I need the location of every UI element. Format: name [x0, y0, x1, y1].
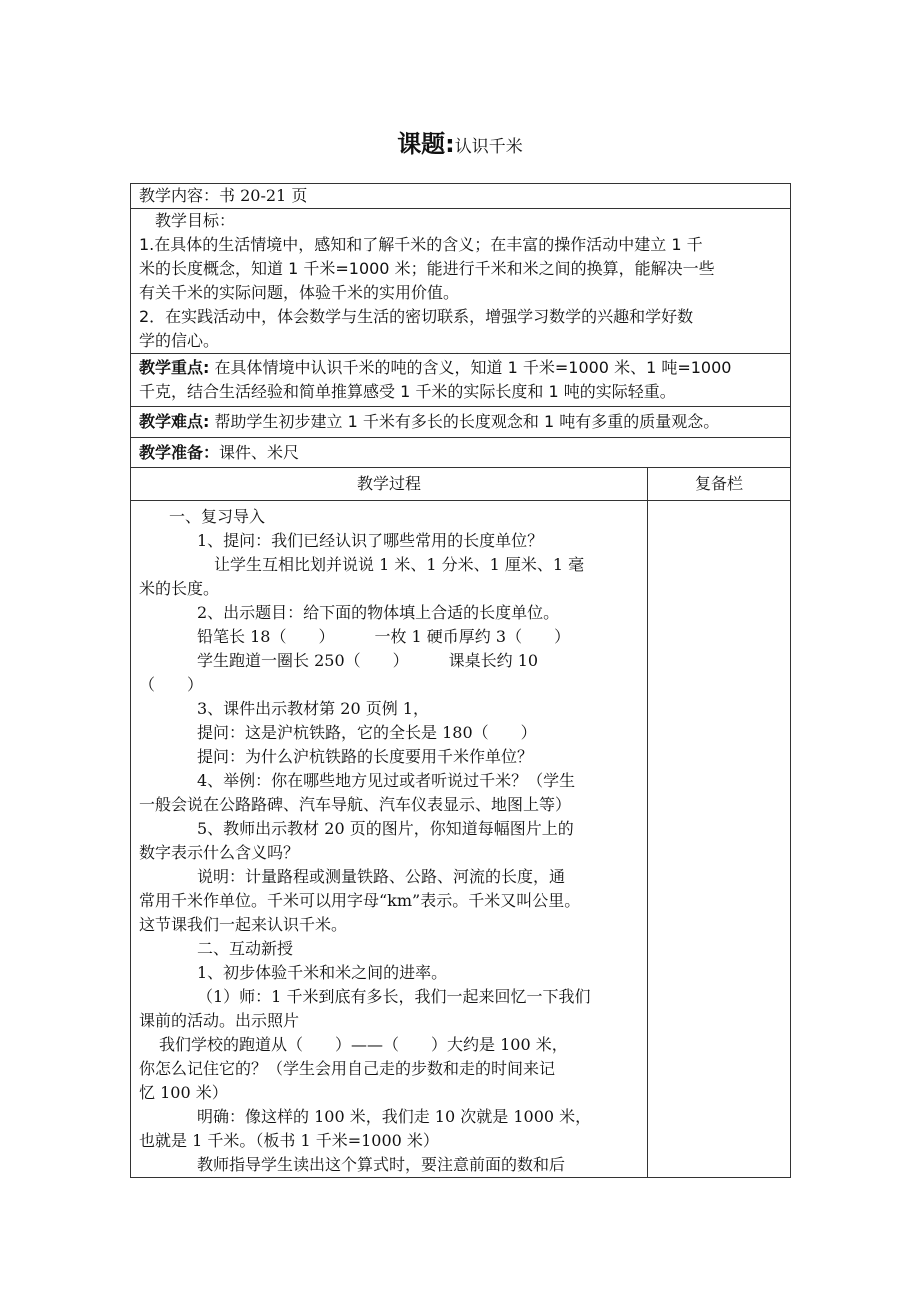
process-line: 米的长度。	[139, 579, 220, 598]
process-line: 4、举例：你在哪些地方见过或者听说过千米？（学生	[197, 771, 576, 790]
process-header: 教学过程	[131, 468, 648, 501]
process-line: 让学生互相比划并说说 1 米、1 分米、1 厘米、1 毫	[214, 555, 585, 574]
process-line: 忆 100 米）	[139, 1083, 228, 1102]
content-row	[131, 184, 791, 209]
title-label: 课题:	[397, 130, 455, 158]
process-line: 教师指导学生读出这个算式时，要注意前面的数和后	[197, 1155, 566, 1174]
process-line: 1、提问：我们已经认识了哪些常用的长度单位？	[197, 531, 544, 550]
goal-line: 米的长度概念，知道 1 千米=1000 米；能进行千米和米之间的换算，能解决一些	[139, 259, 715, 278]
process-line: （1）师：1 千米到底有多长，我们一起来回忆一下我们	[197, 987, 591, 1006]
prep-row	[131, 438, 791, 468]
process-line: 常用千米作单位。千米可以用字母“km”表示。千米又叫公里。	[139, 891, 581, 910]
process-line: 2、出示题目：给下面的物体填上合适的长度单位。	[197, 603, 560, 622]
title-topic: 认识千米	[454, 137, 523, 157]
process-line: 学生跑道一圈长 250（ ） 课桌长约 10	[197, 651, 539, 670]
goals-row	[131, 209, 791, 354]
page-title	[0, 124, 920, 159]
process-line: 这节课我们一起来认识千米。	[139, 915, 348, 934]
key-label: 教学重点:	[139, 358, 210, 377]
lesson-plan-table	[130, 183, 791, 1178]
goal-line: 学的信心。	[139, 331, 220, 350]
difficult-row	[131, 407, 791, 438]
key-line: 千克，结合生活经验和简单推算感受 1 千米的实际长度和 1 吨的实际轻重。	[139, 382, 676, 401]
process-line: 我们学校的跑道从（ ）——（ ）大约是 100 米，	[159, 1035, 568, 1054]
process-line: 明确：像这样的 100 米，我们走 10 次就是 1000 米，	[197, 1107, 592, 1126]
process-line: 1、初步体验千米和米之间的进率。	[197, 963, 448, 982]
process-line: 二、互动新授	[197, 939, 294, 958]
process-line: 数字表示什么含义吗？	[139, 843, 300, 862]
process-line: 也就是 1 千米。（板书 1 千米=1000 米）	[139, 1131, 439, 1150]
process-line: 课前的活动。出示照片	[139, 1011, 300, 1030]
process-line: 3、课件出示教材第 20 页例 1，	[197, 699, 429, 718]
goal-line: 2．在实践活动中，体会数学与生活的密切联系，增强学习数学的兴趣和学好数	[139, 307, 694, 326]
process-line: 提问：为什么沪杭铁路的长度要用千米作单位？	[197, 747, 534, 766]
content-label: 教学内容：	[139, 186, 220, 205]
process-line: （ ）	[139, 675, 204, 694]
process-line: 铅笔长 18（ ） 一枚 1 硬币厚约 3（ ）	[197, 627, 571, 646]
process-line: 说明：计量路程或测量铁路、公路、河流的长度，通	[197, 867, 566, 886]
goal-line: 有关千米的实际问题，体验千米的实用价值。	[139, 283, 460, 302]
process-line: 5、教师出示教材 20 页的图片，你知道每幅图片上的	[197, 819, 574, 838]
goal-line: 1.在具体的生活情境中，感知和了解千米的含义；在丰富的操作活动中建立 1 千	[139, 235, 703, 254]
notes-header: 复备栏	[648, 468, 791, 501]
process-line: 提问：这是沪杭铁路，它的全长是 180（ ）	[197, 723, 537, 742]
key-line: 在具体情境中认识千米的吨的含义，知道 1 千米=1000 米、1 吨=1000	[214, 358, 732, 377]
difficult-label: 教学难点:	[139, 412, 210, 431]
process-cell	[131, 501, 648, 1178]
key-points-row	[131, 354, 791, 407]
process-line: 你怎么记住它的？（学生会用自己走的步数和走的时间来记	[139, 1059, 556, 1078]
process-line: 一、复习导入	[169, 507, 266, 526]
process-line: 一般会说在公路路碑、汽车导航、汽车仪表显示、地图上等）	[139, 795, 572, 814]
prep-label: 教学准备：	[139, 443, 220, 462]
notes-cell	[648, 501, 791, 1178]
prep-value: 课件、米尺	[219, 443, 300, 462]
content-value: 书 20-21 页	[219, 186, 308, 205]
goals-label: 教学目标：	[155, 211, 236, 230]
difficult-value: 帮助学生初步建立 1 千米有多长的长度观念和 1 吨有多重的质量观念。	[214, 412, 720, 431]
